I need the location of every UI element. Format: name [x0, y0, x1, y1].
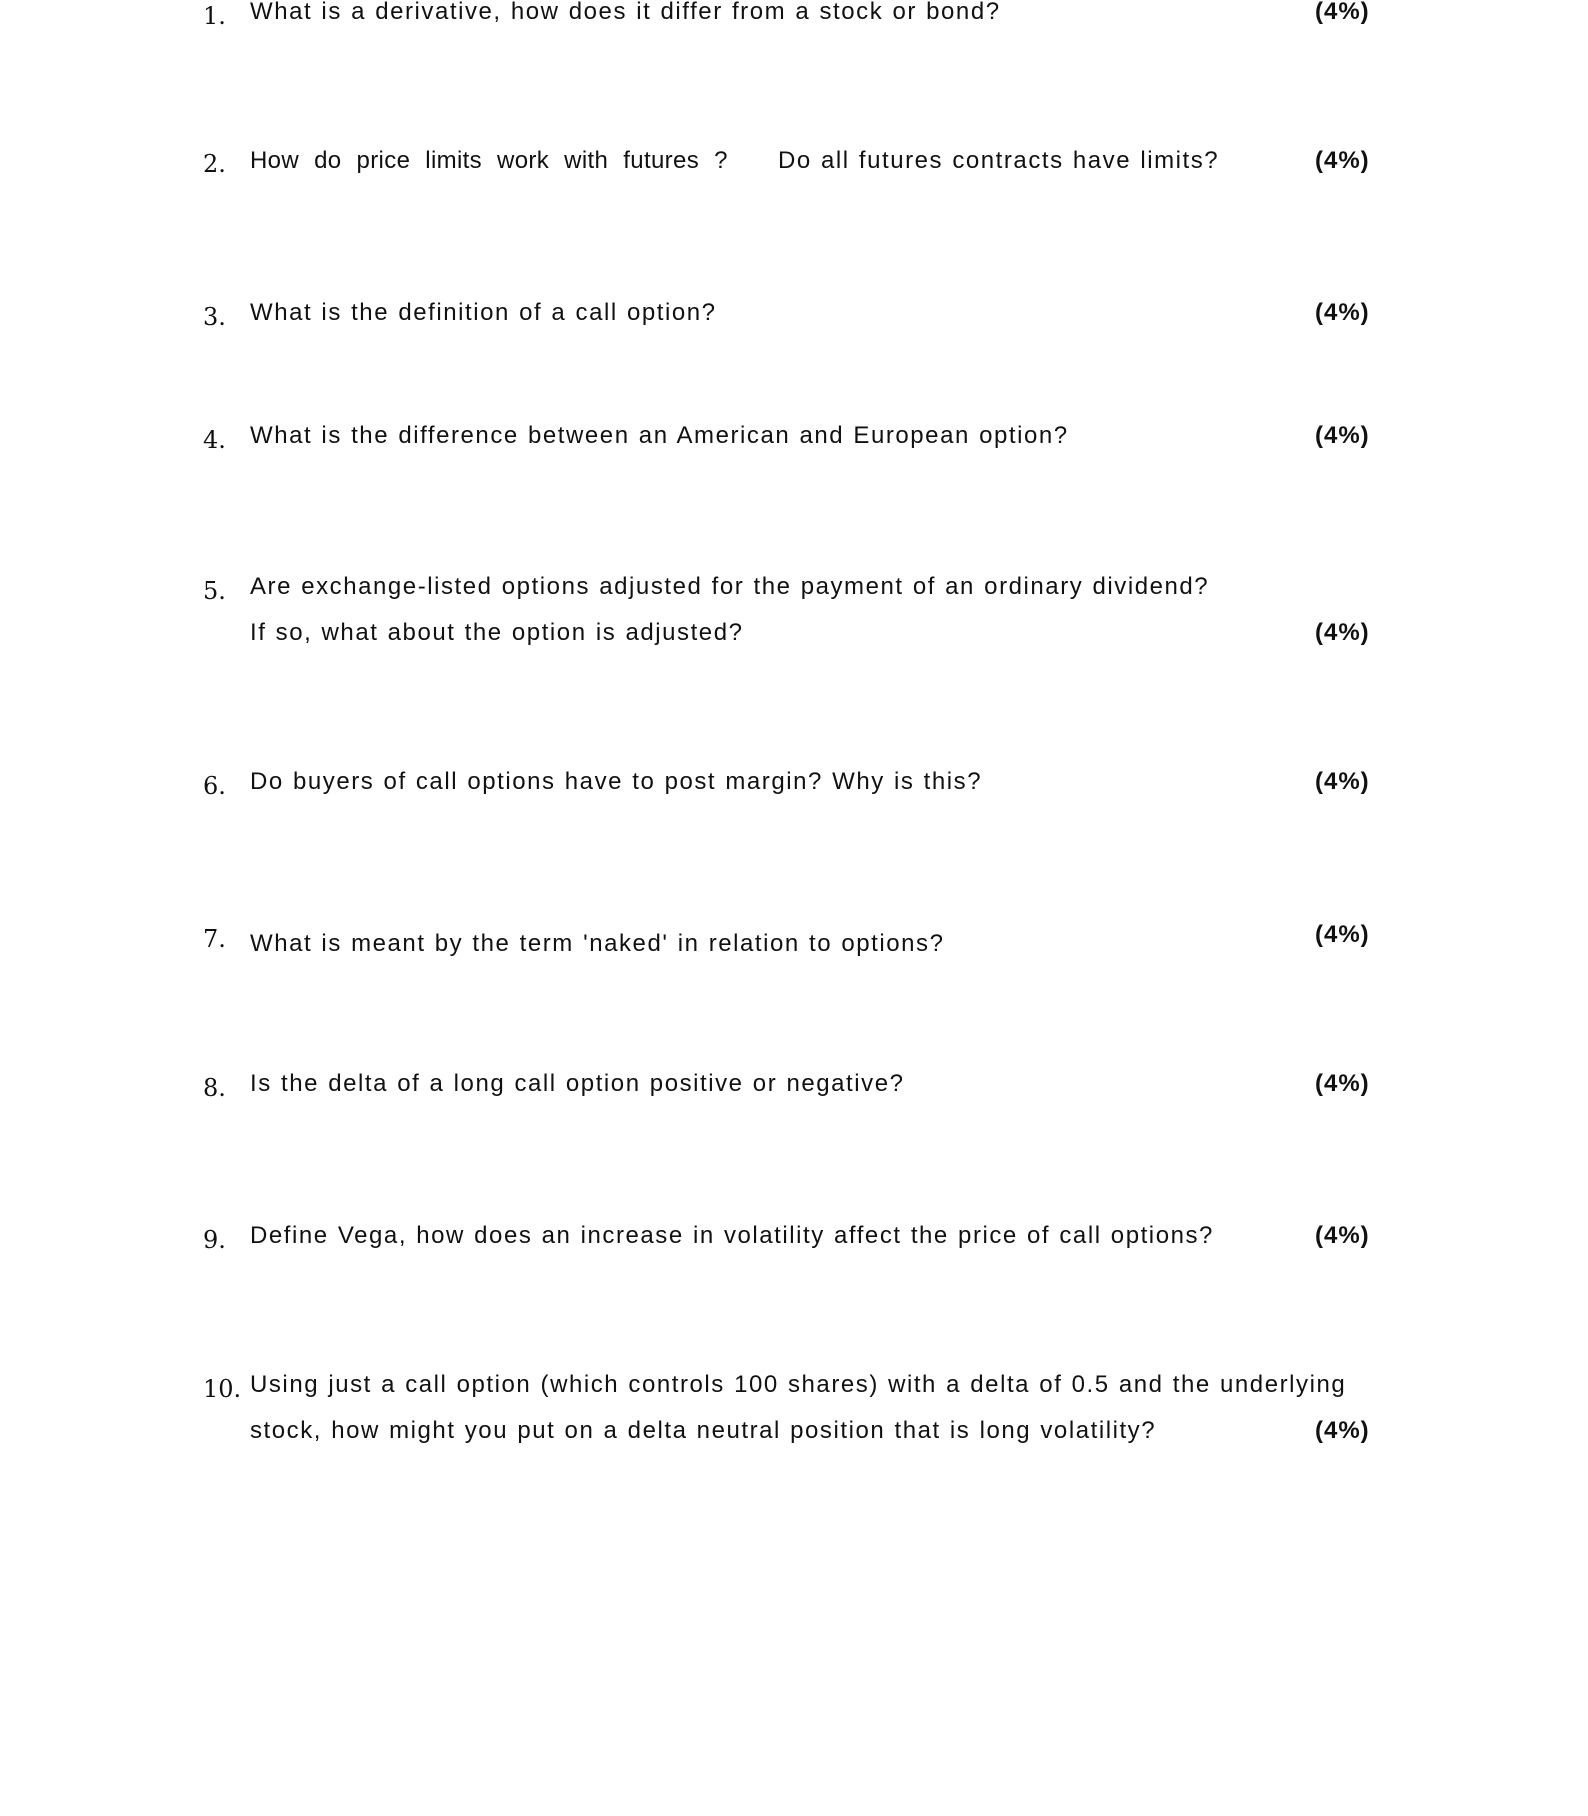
question-number: 6.	[203, 772, 226, 800]
question-text: Are exchange-listed options adjusted for the payment of an ordinary dividend?	[250, 573, 1210, 600]
question-mark: (4%)	[1315, 1222, 1370, 1249]
question-text: Define Vega, how does an increase in volatility affect the price of call options?	[250, 1222, 1214, 1249]
question-mark: (4%)	[1315, 422, 1370, 449]
question-text-continued: If so, what about the option is adjusted?	[250, 619, 744, 646]
question-number: 7.	[203, 925, 226, 953]
question-text: What is a derivative, how does it differ from a stock or bond?	[250, 0, 1001, 25]
question-text: Is the delta of a long call option positive or negative?	[250, 1070, 905, 1097]
question-text: Do buyers of call options have to post margin? Why is this?	[250, 768, 983, 795]
question-number: 1.	[203, 2, 226, 30]
question-number: 3.	[203, 303, 226, 331]
question-text: What is meant by the term 'naked' in relation to options?	[250, 930, 945, 957]
question-mark: (4%)	[1315, 1417, 1370, 1444]
question-number: 4.	[203, 426, 226, 454]
question-mark: (4%)	[1315, 619, 1370, 646]
question-text-continued: Do all futures contracts have limits?	[778, 147, 1220, 174]
question-mark: (4%)	[1315, 768, 1370, 795]
question-number: 5.	[203, 577, 226, 605]
question-number: 8.	[203, 1074, 226, 1102]
question-text-continued: stock, how might you put on a delta neutral position that is long volatility?	[250, 1417, 1157, 1444]
question-text: How do price limits work with futures ?	[250, 147, 728, 174]
question-number: 10.	[203, 1375, 242, 1403]
question-number: 9.	[203, 1226, 226, 1254]
question-text: What is the difference between an American and European option?	[250, 422, 1069, 449]
question-text: What is the definition of a call option?	[250, 299, 717, 326]
question-mark: (4%)	[1315, 0, 1370, 25]
question-mark: (4%)	[1315, 921, 1370, 948]
question-mark: (4%)	[1315, 147, 1370, 174]
question-mark: (4%)	[1315, 299, 1370, 326]
question-mark: (4%)	[1315, 1070, 1370, 1097]
question-text: Using just a call option (which controls 100 shares) with a delta of 0.5 and the underlying	[250, 1371, 1347, 1398]
question-number: 2.	[203, 150, 226, 178]
